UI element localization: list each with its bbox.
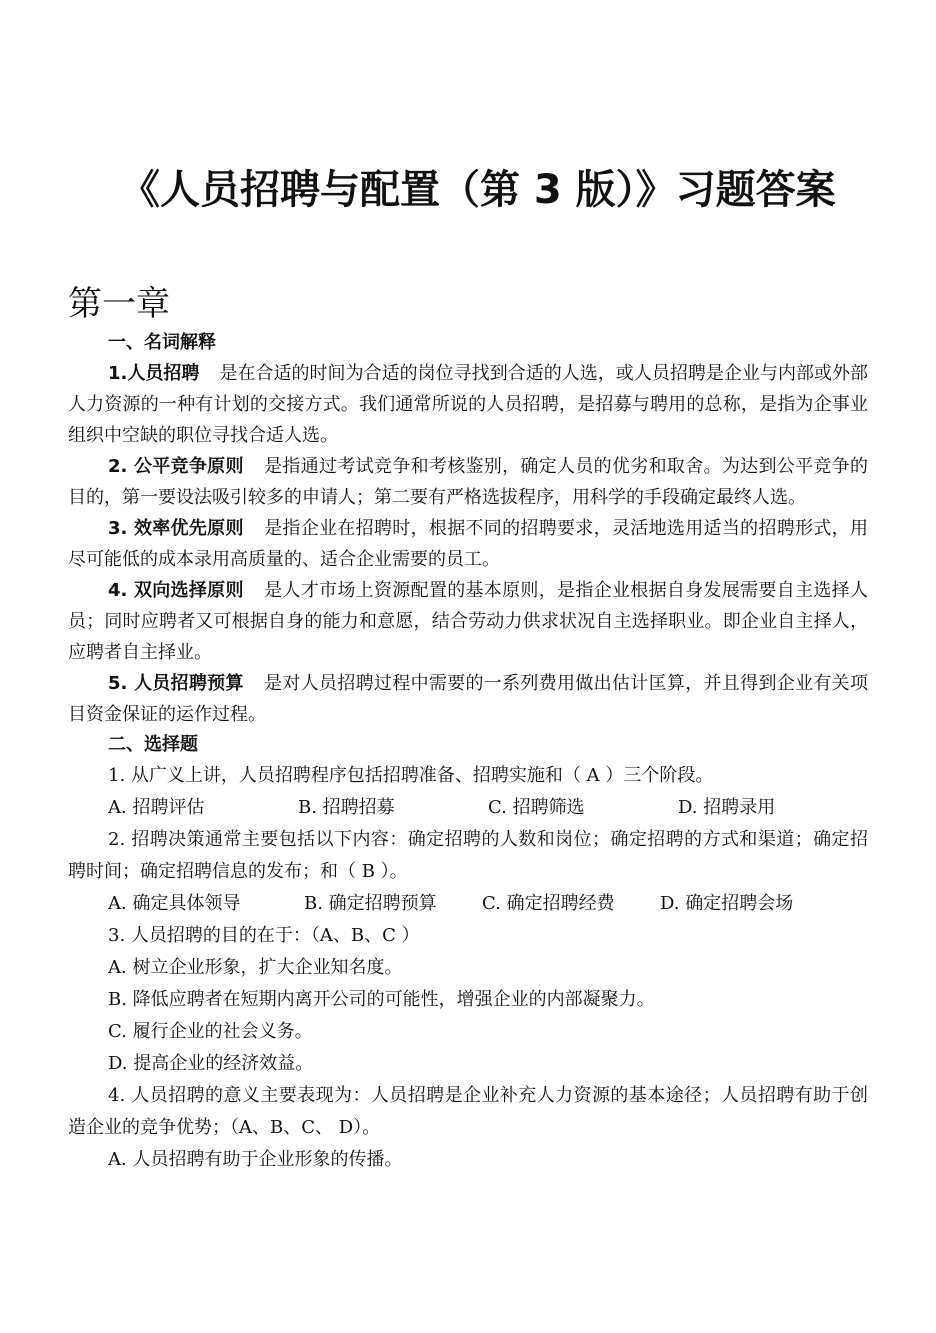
- term-definition: 是人才市场上资源配置的基本原则，是指企业根据自身发展需要自主选择人员；同时应聘者又可根据自身的能力和意愿，结合劳动力供求状况自主选择职业。即企业自主择人，应聘者自主择业。: [68, 580, 868, 663]
- option-a: A. 确定具体领导: [108, 893, 241, 914]
- question-2-options: [68, 888, 868, 920]
- option-a: A. 人员招聘有助于企业形象的传播。: [108, 1149, 403, 1170]
- option-d: D. 确定招聘会场: [660, 893, 794, 914]
- option-c: C. 履行企业的社会义务。: [108, 1021, 313, 1042]
- option-d: D. 招聘录用: [678, 797, 776, 818]
- term-definition: 是对人员招聘过程中需要的一系列费用做出估计匡算，并且得到企业有关项目资金保证的运作过程。: [68, 673, 868, 725]
- term-name: 2. 公平竞争原则: [108, 456, 244, 477]
- term-definition: 是指企业在招聘时，根据不同的招聘要求，灵活地选用适当的招聘形式，用尽可能低的成本录用高质量的、适合企业需要的员工。: [68, 518, 868, 570]
- option-c: C. 确定招聘经费: [482, 893, 615, 914]
- option-c: C. 招聘筛选: [488, 797, 585, 818]
- option-b: B. 招聘招募: [298, 797, 395, 818]
- term-name: 4. 双向选择原则: [108, 580, 244, 601]
- term-item: [68, 358, 868, 451]
- question-1: 1. 从广义上讲，人员招聘程序包括招聘准备、招聘实施和（ A ）三个阶段。: [108, 765, 714, 786]
- term-name: 5. 人员招聘预算: [108, 673, 244, 694]
- question-4: 4. 人员招聘的意义主要表现为：人员招聘是企业补充人力资源的基本途径；人员招聘有助于创造企业的竞争优势；（A、B、C、 D）。: [68, 1085, 868, 1138]
- section-heading-choice: 二、选择题: [108, 734, 198, 755]
- question-2: 2. 招聘决策通常主要包括以下内容：确定招聘的人数和岗位；确定招聘的方式和渠道；确定招聘时间；确定招聘信息的发布；和（ B ）。: [68, 829, 868, 882]
- term-name: 3. 效率优先原则: [108, 518, 244, 539]
- option-d: D. 提高企业的经济效益。: [108, 1053, 314, 1074]
- term-item: [68, 575, 868, 668]
- document-title: 《人员招聘与配置（第 3 版）》习题答案: [120, 167, 836, 213]
- term-item: [68, 668, 868, 730]
- option-b: B. 降低应聘者在短期内离开公司的可能性，增强企业的内部凝聚力。: [108, 989, 655, 1010]
- option-a: A. 招聘评估: [108, 797, 205, 818]
- question-3: 3. 人员招聘的目的在于：（A、B、C ）: [108, 925, 420, 946]
- term-item: [68, 513, 868, 575]
- document-body: [68, 328, 868, 1176]
- option-b: B. 确定招聘预算: [304, 893, 437, 914]
- term-definition: 是指通过考试竞争和考核鉴别，确定人员的优劣和取舍。为达到公平竞争的目的，第一要设法吸引较多的申请人；第二要有严格选拔程序，用科学的手段确定最终人选。: [68, 456, 868, 508]
- term-name: 1.人员招聘: [108, 363, 200, 384]
- term-definition: 是在合适的时间为合适的岗位寻找到合适的人选，或人员招聘是企业与内部或外部人力资源的一种有计划的交接方式。我们通常所说的人员招聘，是招募与聘用的总称，是指为企事业组织中空缺的职位寻找合适人选。: [68, 363, 868, 446]
- option-a: A. 树立企业形象，扩大企业知名度。: [108, 957, 403, 978]
- section-heading-terms: 一、名词解释: [108, 332, 216, 353]
- question-1-options: [68, 792, 868, 824]
- term-item: [68, 451, 868, 513]
- chapter-heading: 第一章: [68, 284, 170, 324]
